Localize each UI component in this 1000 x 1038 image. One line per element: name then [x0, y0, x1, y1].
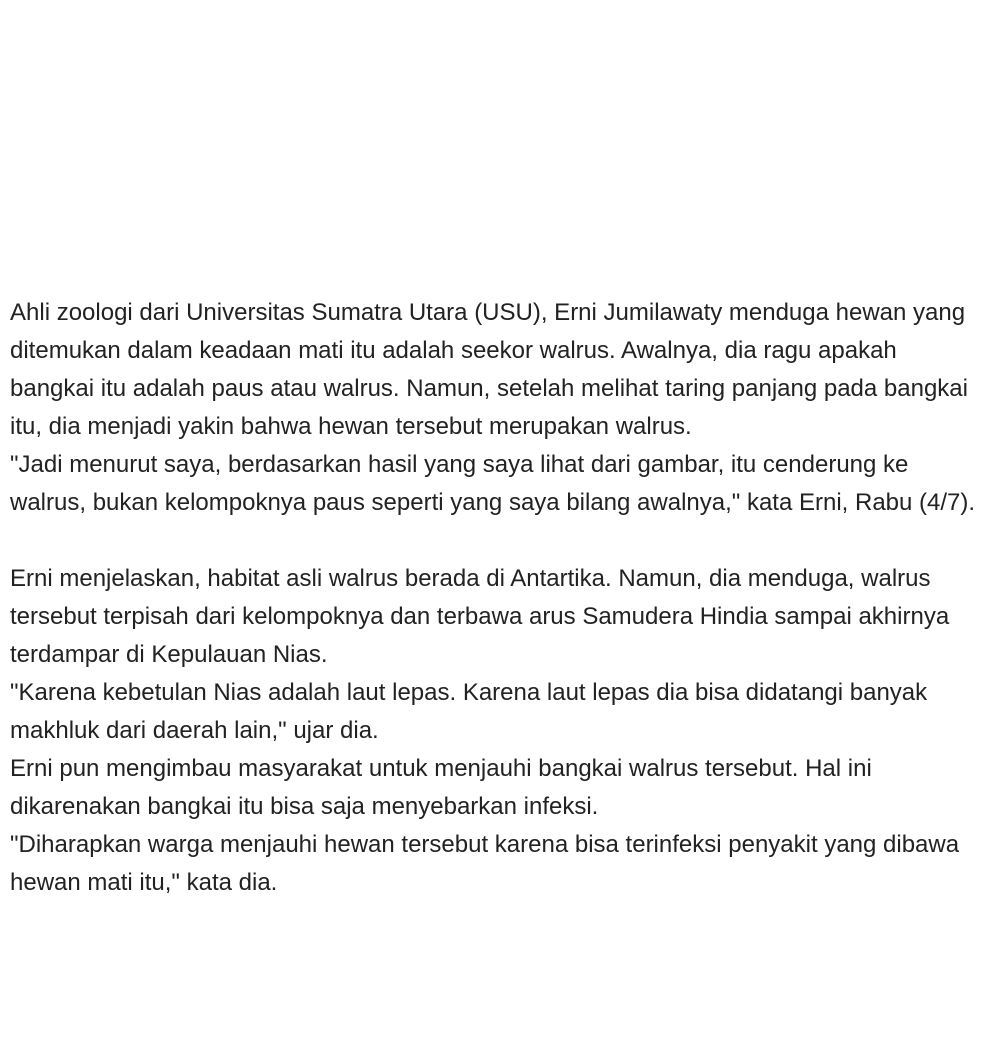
- article-paragraph: "Diharapkan warga menjauhi hewan tersebut karena bisa terinfeksi penyakit yang dibawa hewan mati itu," kata dia.: [10, 831, 960, 896]
- article-paragraph: Erni menjelaskan, habitat asli walrus berada di Antartika. Namun, dia menduga, walrus tersebut terpisah dari kelompoknya dan terbawa arus Samudera Hindia sampai akhirnya terdampar di Kepulauan Nias.: [10, 565, 950, 668]
- article-paragraph: Ahli zoologi dari Universitas Sumatra Utara (USU), Erni Jumilawaty menduga hewan yang ditemukan dalam keadaan mati itu adalah seekor walrus. Awalnya, dia ragu apakah bangkai itu adalah paus atau walrus. Namun, setelah melihat taring panjang pada bangkai itu, dia menjadi yakin bahwa hewan tersebut merupakan walrus.: [10, 299, 968, 440]
- article-paragraph: Erni pun mengimbau masyarakat untuk menjauhi bangkai walrus tersebut. Hal ini dikarenakan bangkai itu bisa saja menyebarkan infeksi.: [10, 755, 872, 820]
- article-paragraph: "Jadi menurut saya, berdasarkan hasil yang saya lihat dari gambar, itu cenderung ke walrus, bukan kelompoknya paus seperti yang saya bilang awalnya," kata Erni, Rabu (4/7).: [10, 451, 976, 516]
- article-paragraph: "Karena kebetulan Nias adalah laut lepas. Karena laut lepas dia bisa didatangi banyak makhluk dari daerah lain," ujar dia.: [10, 679, 928, 744]
- article-body: [10, 294, 985, 902]
